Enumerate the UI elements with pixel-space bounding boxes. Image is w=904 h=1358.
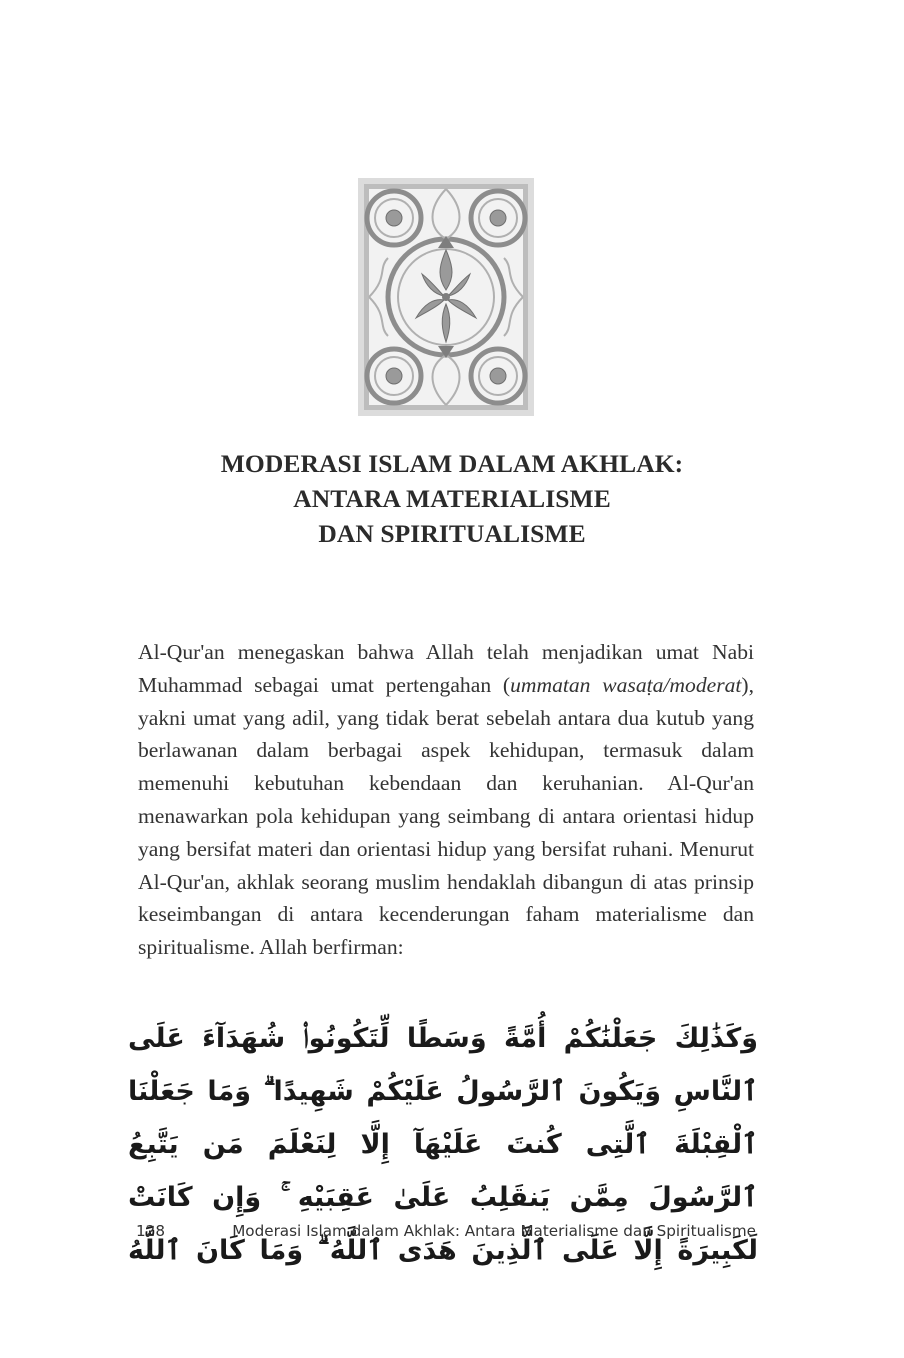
body-text-part: ), yakni umat yang adil, yang tidak berat sebelah antara dua kutub yang berlawanan dalam berbagai aspek kehidupan, termasuk dalam memenuhi kebutuhan kebendaan dan keruhanian. Al-Qur'an menawarkan pola kehidupan yang seimbang di antara orientasi hidup yang bersifat materi dan orientasi hidup yang bersifat ruhani. Menurut Al-Qur'an, akhlak seorang muslim hendaklah dibangun di atas prinsip keseimbangan di antara kecenderungan faham materialisme dan spiritualisme. Allah berfirman:	[138, 672, 754, 960]
arabesque-ornament-icon	[358, 178, 534, 416]
chapter-title	[120, 446, 784, 551]
running-title: Moderasi Islam dalam Akhlak: Antara Materialisme dan Spiritualisme	[232, 1222, 756, 1240]
page-footer	[136, 1222, 756, 1246]
chapter-title-line: ANTARA MATERIALISME	[293, 484, 611, 513]
body-text-part: Al-Qur'an menegaskan bahwa Allah telah menjadikan umat Nabi Muhammad sebagai umat pertengahan (	[138, 640, 754, 697]
chapter-title-line: DAN SPIRITUALISME	[318, 519, 586, 548]
quran-verse: وَكَذَٰلِكَ جَعَلْنَٰكُمْ أُمَّةً وَسَطًا لِّتَكُونُوا۟ شُهَدَآءَ عَلَى ٱلنَّاسِ وَيَكُونَ ٱلرَّسُولُ عَلَيْكُمْ شَهِيدًا ۗ وَمَا جَعَلْنَا ٱلْقِبْلَةَ ٱلَّتِى كُنتَ عَلَيْهَآ إِلَّا لِنَعْلَمَ مَن يَتَّبِعُ ٱلرَّسُولَ مِمَّن يَنقَلِبُ عَلَىٰ عَقِبَيْهِ ۚ وَإِن كَانَتْ لَكَبِيرَةً إِلَّا عَلَى ٱلَّذِينَ هَدَى ٱللَّهُ ۗ وَمَا كَانَ ٱللَّهُ	[128, 1023, 758, 1266]
chapter-ornament	[358, 178, 534, 416]
italic-term: ummatan wasaṭa/moderat	[510, 672, 742, 697]
body-paragraph	[138, 636, 754, 964]
chapter-title-line: MODERASI ISLAM DALAM AKHLAK:	[220, 449, 684, 478]
page-number: 128	[136, 1222, 165, 1240]
